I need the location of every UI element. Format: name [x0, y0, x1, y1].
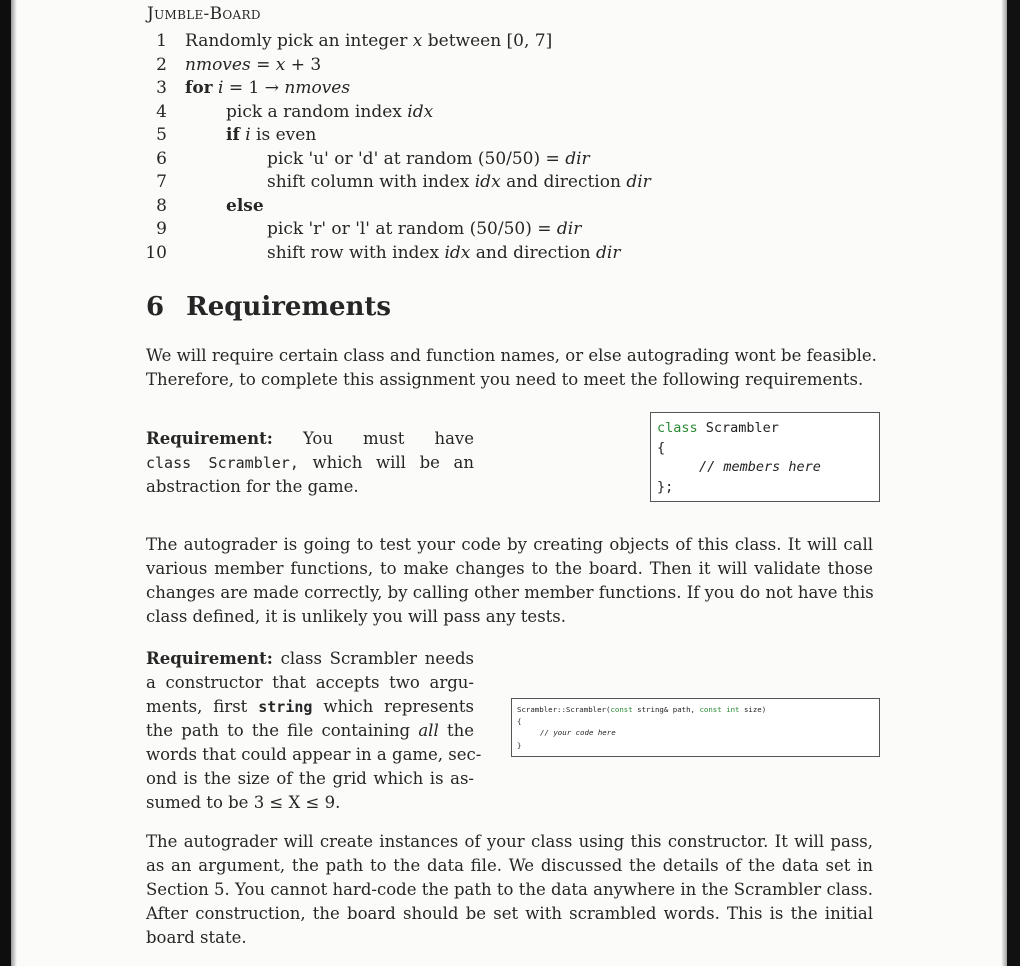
inline-code: string [258, 698, 313, 716]
paragraph-line: The autograder is going to test your code by creating objects of this class. It will call [146, 535, 873, 554]
code-identifier: Scrambler [697, 420, 779, 436]
algo-line [140, 219, 840, 243]
photo-edge-right [1007, 0, 1020, 966]
autograder-paragraph-2 [146, 830, 873, 950]
req-text: the path to the file containing [146, 721, 419, 740]
line-text: for i = 1 → nmoves [185, 78, 351, 98]
paragraph-line: changes are made correctly, by calling other member functions. If you do not have this [146, 583, 874, 602]
code-line: } [517, 741, 522, 750]
section-title: Requirements [186, 292, 392, 322]
algo-line [140, 78, 840, 102]
code-line [657, 420, 779, 436]
code-line [517, 705, 766, 714]
section-heading [146, 292, 391, 322]
code-param: string& path, [632, 705, 700, 714]
algorithm-listing [140, 31, 840, 266]
algo-line [140, 55, 840, 79]
paragraph-line: as an argument, the path to the data file. We discussed the details of the data set in [146, 856, 873, 875]
algo-line [140, 31, 840, 55]
algo-line [140, 196, 840, 220]
paragraph-line [146, 647, 474, 671]
algo-line [140, 243, 840, 267]
req-text: the [438, 721, 474, 740]
line-number: 5 [156, 125, 167, 145]
code-keyword: const [610, 705, 633, 714]
paragraph-line: ond is the size of the grid which is as- [146, 769, 474, 788]
line-text: shift row with index idx and direction dir [267, 242, 621, 263]
paragraph-line: class defined, it is unlikely you will pass any tests. [146, 607, 567, 626]
code-keyword: const int [699, 705, 740, 714]
algo-line [140, 125, 840, 149]
req-text: which will be an [298, 453, 474, 472]
paragraph-line: After construction, the board should be set with scrambled words. This is the initial [146, 904, 873, 923]
line-number: 3 [156, 78, 167, 98]
code-identifier: Scrambler::Scrambler( [517, 705, 611, 714]
paragraph-line: words that could appear in a game, sec- [146, 745, 482, 764]
algo-line [140, 102, 840, 126]
photo-shadow-right [1001, 0, 1007, 966]
line-number: 1 [156, 31, 167, 51]
paragraph-line [146, 719, 474, 743]
code-block-constructor [511, 698, 880, 757]
line-number: 8 [156, 195, 167, 216]
algo-line [140, 149, 840, 173]
line-text: Randomly pick an integer x between [0, 7] [185, 31, 553, 51]
requirement-1 [146, 427, 474, 499]
line-number: 2 [156, 54, 167, 75]
line-text: else [226, 195, 264, 216]
req-text: ments, first [146, 697, 259, 716]
req-text: which represents [312, 697, 474, 716]
autograder-paragraph-1 [146, 533, 873, 629]
req-text: class Scrambler needs [272, 649, 474, 668]
algorithm-title: Jumble-Board [147, 4, 261, 24]
line-number: 9 [156, 219, 167, 239]
requirement-2 [146, 647, 482, 815]
paragraph-line: Therefore, to complete this assignment you need to meet the following requirements. [146, 370, 864, 389]
code-comment: // members here [699, 459, 821, 475]
inline-code: class Scrambler, [146, 454, 299, 472]
photo-shadow-left [11, 0, 17, 966]
line-text: shift column with index idx and direction dir [267, 172, 651, 192]
line-number: 4 [156, 101, 167, 122]
algo-line [140, 172, 840, 196]
code-block-class [650, 412, 880, 502]
code-line: { [657, 440, 666, 456]
paragraph-line: Section 5. You cannot hard-code the path to the data anywhere in the Scrambler class. [146, 880, 873, 899]
req-text: You must have [302, 429, 474, 448]
code-comment: // your code here [540, 728, 616, 737]
line-text: pick 'r' or 'l' at random (50/50) = dir [267, 219, 582, 239]
paragraph-line: a constructor that accepts two argu- [146, 673, 474, 692]
paragraph-line: various member functions, to make changes to the board. Then it will validate those [146, 559, 873, 578]
paragraph-line: board state. [146, 928, 247, 947]
intro-paragraph [146, 344, 877, 392]
paragraph-line [146, 451, 474, 475]
requirement-label: Requirement: [146, 429, 273, 448]
line-number: 10 [145, 242, 167, 263]
paragraph-line [146, 427, 474, 451]
paragraph-line: We will require certain class and function names, or else autograding wont be feasible. [146, 346, 877, 365]
line-text: pick a random index idx [226, 101, 434, 122]
section-number: 6 [146, 292, 165, 322]
code-line: { [517, 717, 522, 726]
line-text: pick 'u' or 'd' at random (50/50) = dir [267, 148, 590, 169]
photo-edge-left [0, 0, 11, 966]
line-number: 7 [156, 172, 167, 192]
paragraph-line [146, 695, 474, 719]
requirement-label: Requirement: [146, 649, 273, 668]
code-line: }; [657, 479, 674, 495]
paragraph-line: The autograder will create instances of your class using this constructor. It will pass, [146, 832, 873, 851]
emphasis: all [418, 721, 439, 740]
line-number: 6 [156, 148, 167, 169]
paragraph-line: sumed to be 3 ≤ X ≤ 9. [146, 793, 341, 812]
line-text: nmoves = x + 3 [185, 54, 322, 75]
code-param: size) [739, 705, 767, 714]
paragraph-line: abstraction for the game. [146, 477, 359, 496]
line-text: if i is even [226, 125, 317, 145]
code-keyword: class [657, 420, 698, 436]
